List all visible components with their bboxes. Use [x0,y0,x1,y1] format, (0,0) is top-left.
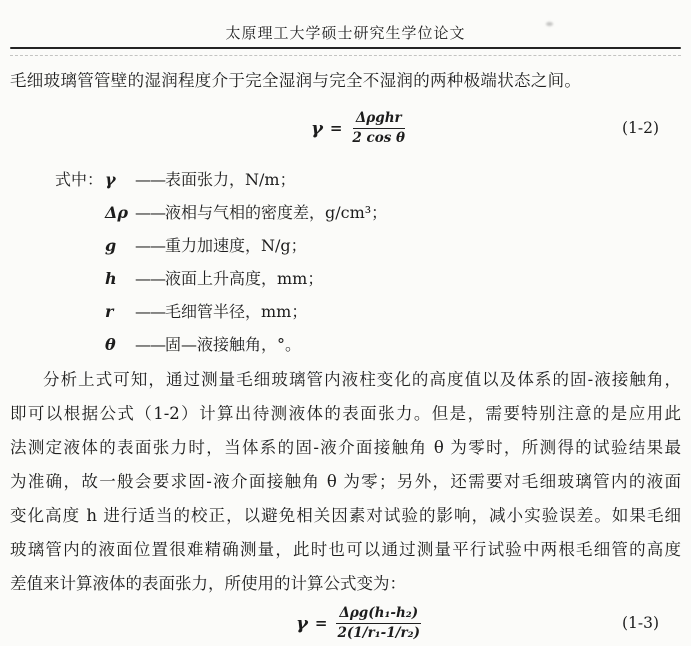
definition-dash: —— [135,269,165,288]
analysis-line: 分析上式可知，通过测量毛细玻璃管内液柱变化的高度值以及体系的固-液接触角， [43,370,681,389]
fraction [349,110,408,147]
equals-sign: = [329,119,343,137]
equation-1-3-body [296,605,423,642]
symbol-delta-rho: Δρ [105,203,129,222]
header-rule-ghost [10,55,681,56]
analysis-line: 法测定液体的表面张力时，当体系的固-液介面接触角 θ 为零时，所测得的试验结果最 [10,438,681,457]
analysis-line: 差值来计算液体的表面张力，所使用的计算公式变为： [10,574,406,593]
definition-text: 重力加速度，N/g； [165,236,307,255]
scan-artifact [546,22,553,26]
definition-row-theta [10,328,681,361]
analysis-line: 为准确，故一般会要求固-液介面接触角 θ 为零；另外，还需要对毛细玻璃管内的液面 [10,472,681,491]
fraction-numerator: Δρghr [353,110,405,129]
definition-row-r [10,295,681,328]
header-title: 太原理工大学硕士研究生学位论文 [225,24,466,42]
fraction [334,605,422,642]
where-label: 式中： [55,170,104,189]
definition-text: 液面上升高度，mm； [165,269,324,288]
symbol-h: h [105,269,117,288]
symbol-theta: θ [105,335,116,354]
definition-row-h [10,262,681,295]
definition-text: 毛细管半径，mm； [165,302,308,321]
definition-dash: —— [135,335,165,354]
definition-row-gamma [10,163,681,196]
equation-1-2-number: (1-2) [621,119,659,137]
analysis-line: 变化高度 h 进行适当的校正，以避免相关因素对试验的影响，减小实验误差。如果毛细 [10,506,681,525]
analysis-line: 即可以根据公式（1-2）计算出待测液体的表面张力。但是，需要特别注意的是应用此 [10,404,681,423]
intro-paragraph: 毛细玻璃管管壁的湿润程度介于完全湿润与完全不湿润的两种极端状态之间。 [10,71,582,90]
analysis-paragraph [10,363,681,601]
fraction-denominator: 2 cos θ [352,129,406,146]
definition-dash: —— [135,170,165,189]
definition-text: 固—液接触角，°。 [165,335,302,354]
definition-text: 表面张力，N/m； [165,170,296,189]
symbol-g: g [105,236,117,255]
definition-row-g [10,229,681,262]
equals-sign: = [314,614,328,632]
equation-1-2-body [311,110,408,147]
definition-row-delta-rho [10,196,681,229]
equation-1-3 [10,601,681,645]
symbol-definitions [10,163,681,361]
header-rule [10,47,681,49]
definition-dash: —— [135,236,165,255]
symbol-r: r [105,302,114,321]
fraction-numerator: Δρg(h₁-h₂) [336,605,421,624]
equation-1-3-number: (1-3) [621,614,659,632]
definition-text: 液相与气相的密度差，g/cm³； [165,203,388,222]
gamma-symbol: γ [310,117,323,139]
equation-1-2 [10,106,681,150]
fraction-denominator: 2(1/r₁-1/r₂) [337,624,420,641]
definition-dash: —— [135,302,165,321]
analysis-line: 玻璃管内的液面位置很难精确测量，此时也可以通过测量平行试验中两根毛细管的高度 [10,540,681,559]
symbol-gamma: γ [105,170,116,189]
definition-dash: —— [135,203,165,222]
gamma-symbol: γ [296,612,308,634]
